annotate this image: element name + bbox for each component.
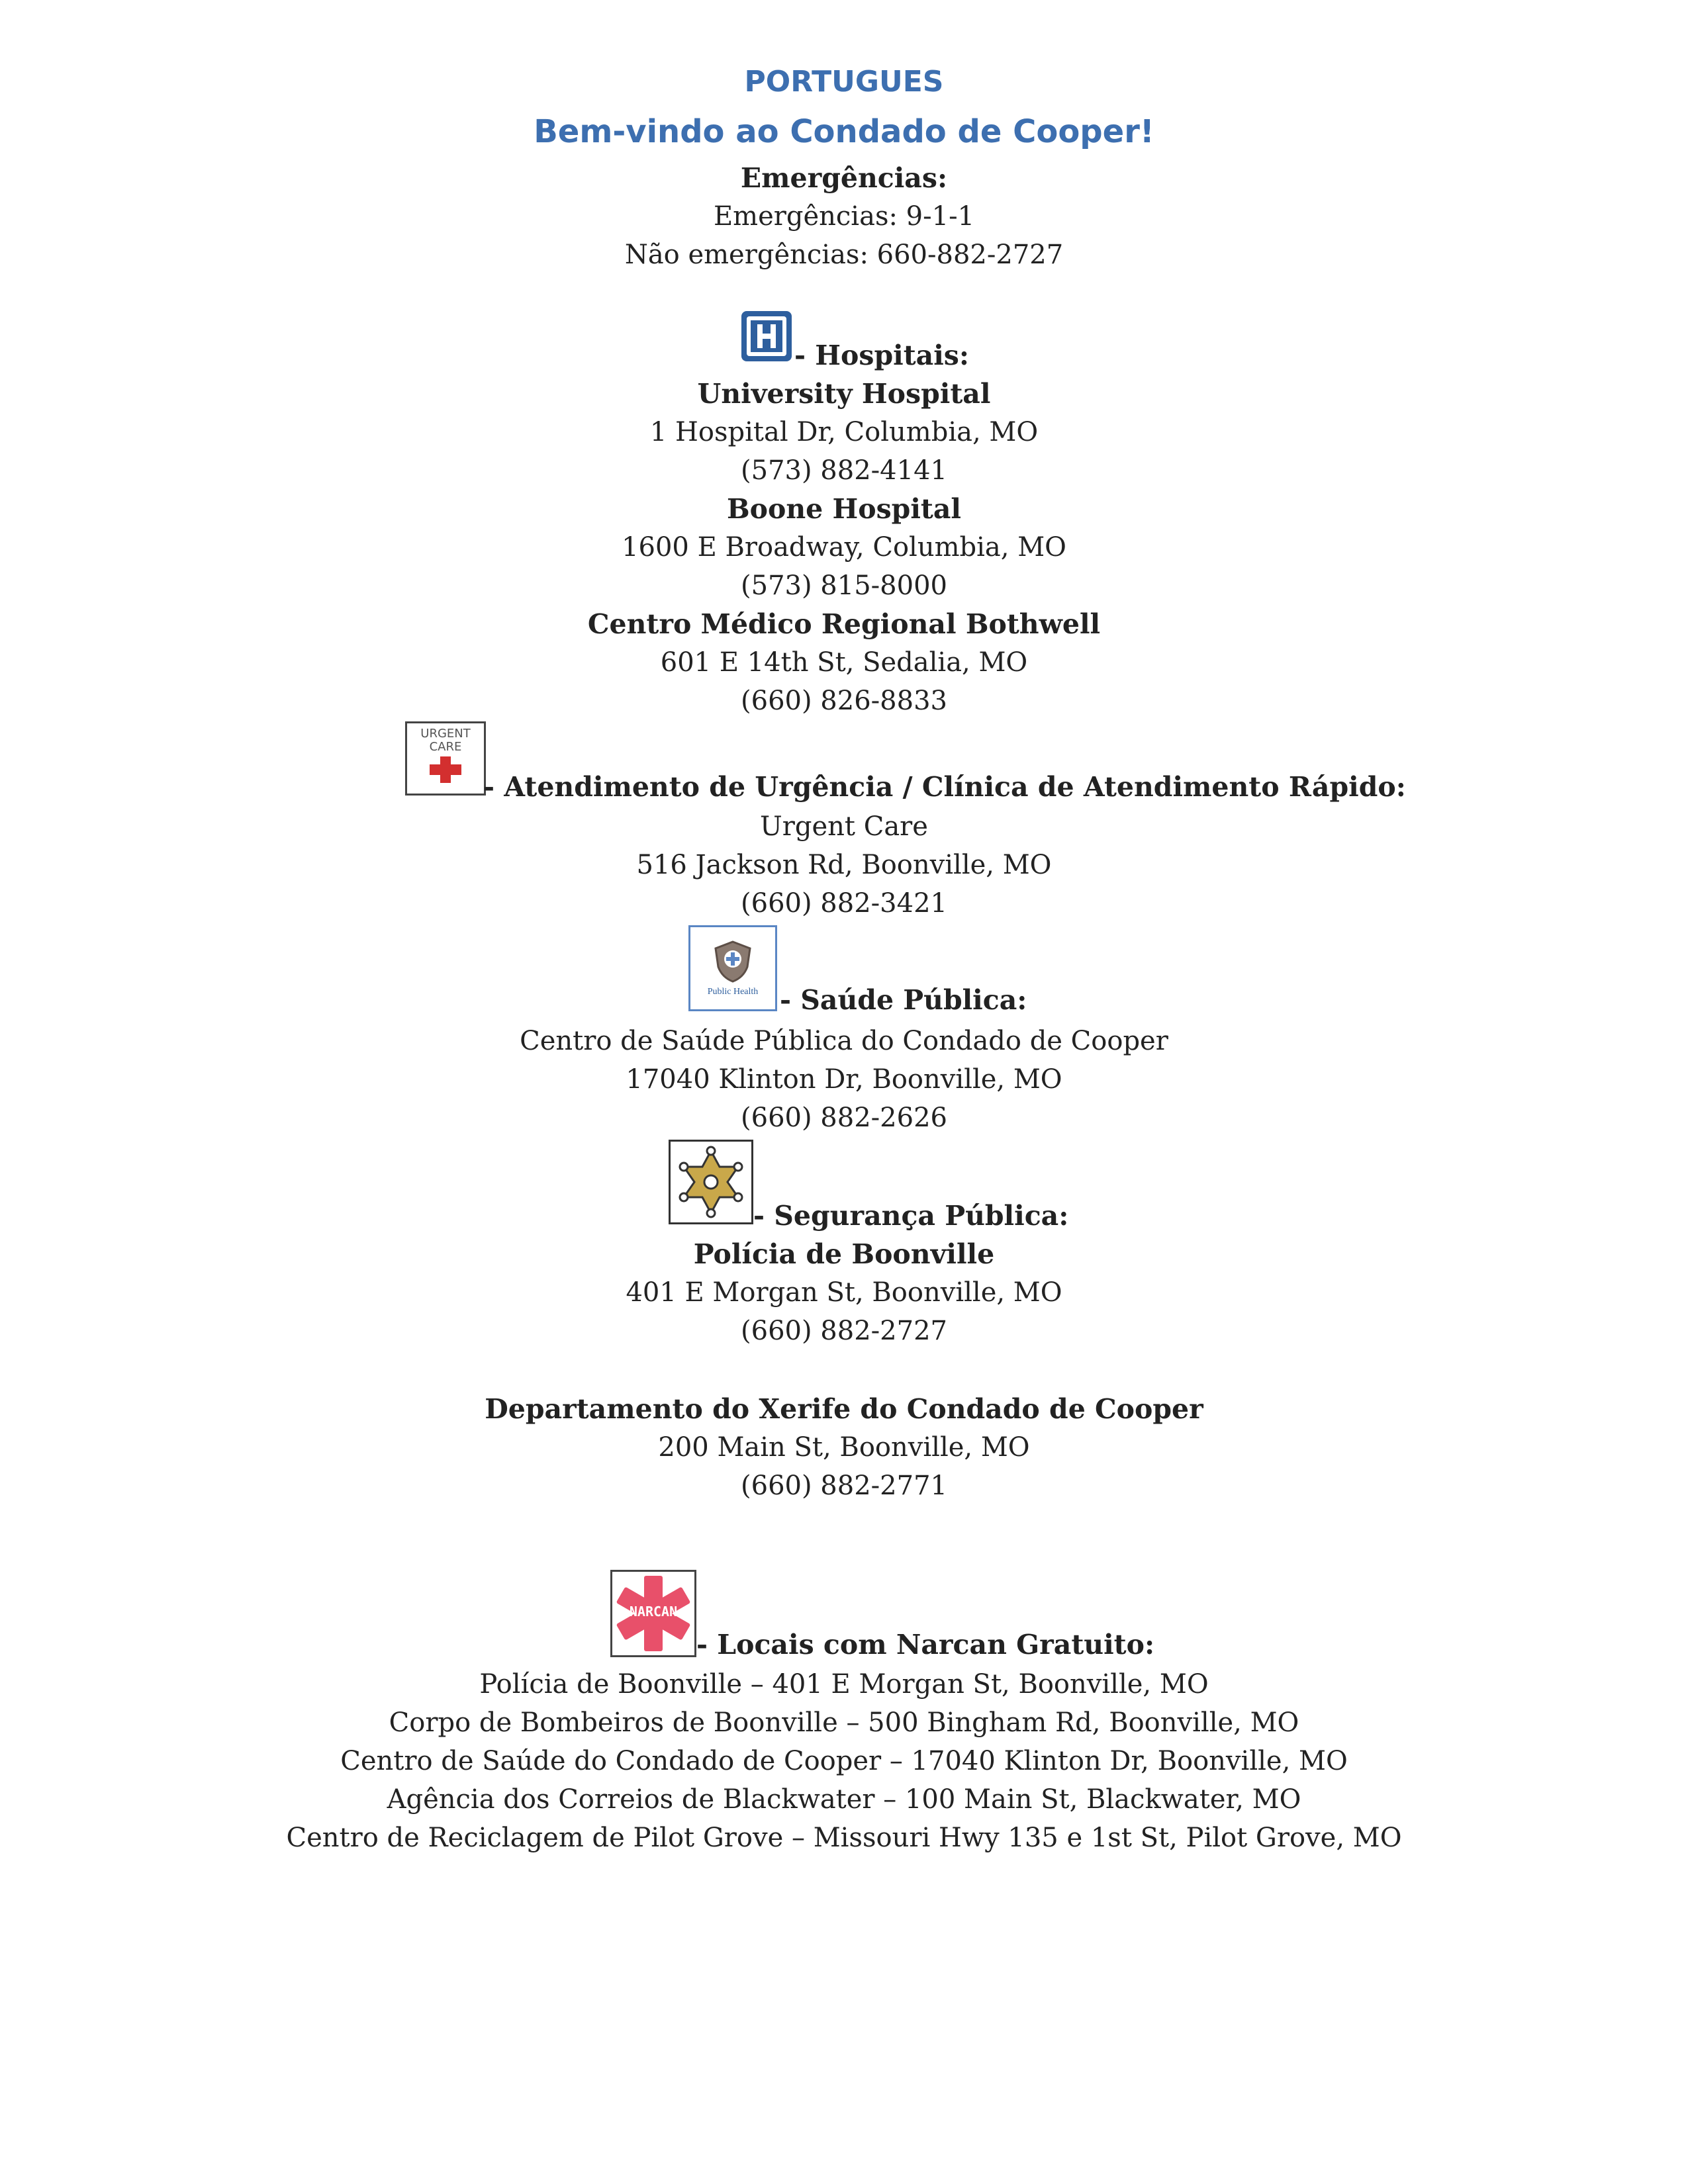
- hospital-1-phone: (573) 882-4141: [741, 455, 947, 486]
- hospital-2-address: 1600 E Broadway, Columbia, MO: [622, 532, 1066, 563]
- narcan-location: Polícia de Boonville – 401 E Morgan St, Boonville, MO: [479, 1669, 1209, 1700]
- urgent-care-phone: (660) 882-3421: [741, 888, 947, 919]
- sheriff-address: 200 Main St, Boonville, MO: [658, 1432, 1030, 1463]
- narcan-icon: NARCAN: [610, 1570, 696, 1657]
- narcan-location: Centro de Reciclagem de Pilot Grove – Missouri Hwy 135 e 1st St, Pilot Grove, MO: [286, 1823, 1402, 1853]
- public-health-address: 17040 Klinton Dr, Boonville, MO: [626, 1064, 1062, 1095]
- shield-icon: [713, 940, 753, 983]
- welcome-title: Bem-vindo ao Condado de Cooper!: [534, 113, 1154, 150]
- hospital-1-name: University Hospital: [697, 378, 991, 410]
- urgent-care-name: Urgent Care: [760, 811, 928, 842]
- red-cross-icon: [426, 755, 465, 784]
- non-emergency-number: Não emergências: 660-882-2727: [624, 240, 1064, 270]
- sheriff-phone: (660) 882-2771: [741, 1471, 947, 1501]
- sheriff-name: Departamento do Xerife do Condado de Cooper: [485, 1393, 1203, 1425]
- narcan-location: Centro de Saúde do Condado de Cooper – 17040 Klinton Dr, Boonville, MO: [340, 1746, 1348, 1776]
- urgent-care-icon: URGENT CARE: [405, 721, 486, 796]
- star-icon: [675, 1146, 747, 1218]
- language-title: PORTUGUES: [744, 65, 944, 99]
- hospital-3-address: 601 E 14th St, Sedalia, MO: [660, 647, 1028, 678]
- police-phone: (660) 882-2727: [741, 1316, 947, 1346]
- public-health-heading: - Saúde Pública:: [780, 984, 1027, 1016]
- hospitals-heading: - Hospitais:: [794, 340, 969, 371]
- narcan-location: Agência dos Correios de Blackwater – 100 Main St, Blackwater, MO: [387, 1784, 1301, 1815]
- hospital-2-phone: (573) 815-8000: [741, 570, 947, 601]
- urgent-care-address: 516 Jackson Rd, Boonville, MO: [636, 850, 1052, 880]
- hospital-3-name: Centro Médico Regional Bothwell: [587, 608, 1101, 640]
- public-health-phone: (660) 882-2626: [741, 1103, 947, 1133]
- hospital-2-name: Boone Hospital: [726, 493, 961, 525]
- urgent-care-heading: - Atendimento de Urgência / Clínica de Atendimento Rápido:: [483, 771, 1406, 803]
- public-health-icon: Public Health: [688, 925, 777, 1011]
- emergencies-heading: Emergências:: [740, 162, 948, 194]
- sheriff-star-icon: [669, 1140, 753, 1224]
- public-safety-heading: - Segurança Pública:: [753, 1200, 1069, 1232]
- public-health-name: Centro de Saúde Pública do Condado de Cooper: [520, 1026, 1168, 1056]
- hospital-3-phone: (660) 826-8833: [741, 686, 947, 716]
- hospital-1-address: 1 Hospital Dr, Columbia, MO: [649, 417, 1039, 447]
- hospital-icon: [740, 310, 793, 363]
- emergency-number: Emergências: 9-1-1: [713, 201, 975, 232]
- police-address: 401 E Morgan St, Boonville, MO: [626, 1277, 1062, 1308]
- narcan-location: Corpo de Bombeiros de Boonville – 500 Bingham Rd, Boonville, MO: [389, 1707, 1299, 1738]
- police-name: Polícia de Boonville: [693, 1238, 995, 1270]
- narcan-heading: - Locais com Narcan Gratuito:: [696, 1629, 1155, 1661]
